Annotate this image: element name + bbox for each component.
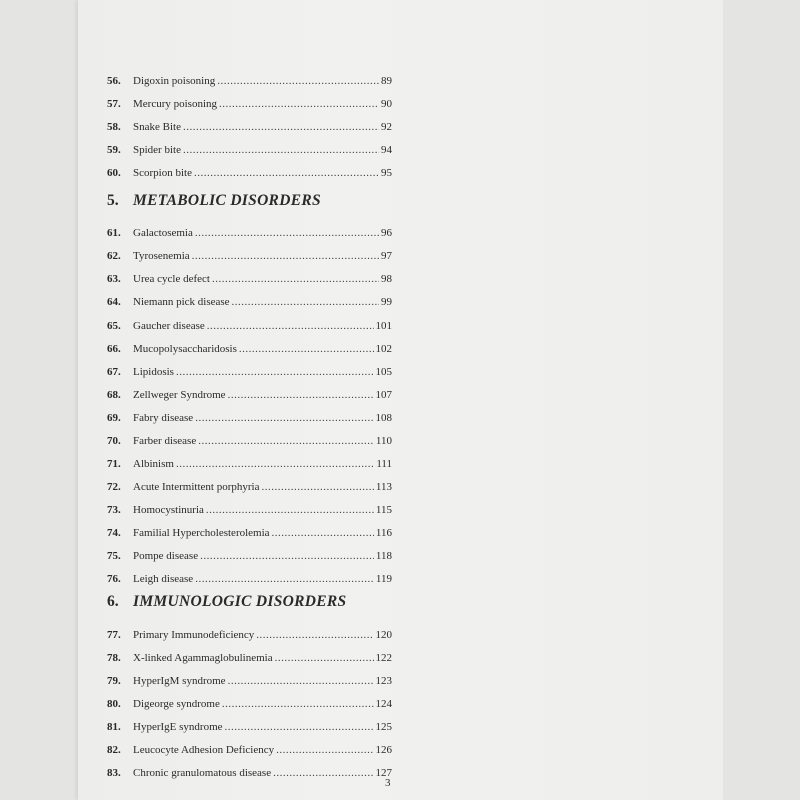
dot-leader xyxy=(228,389,374,401)
entry-number: 70. xyxy=(107,435,121,447)
dot-leader xyxy=(198,435,374,447)
entry-page: 102 xyxy=(375,343,392,355)
entry-number: 67. xyxy=(107,366,121,378)
entry-title: Leucocyte Adhesion Deficiency xyxy=(133,744,275,756)
dot-leader xyxy=(183,144,379,156)
toc-entry xyxy=(107,527,392,545)
entry-title: Primary Immunodeficiency xyxy=(133,629,255,641)
entry-page: 125 xyxy=(375,721,392,733)
entry-number: 75. xyxy=(107,550,121,562)
entry-number: 77. xyxy=(107,629,121,641)
entry-number: 68. xyxy=(107,389,121,401)
entry-page: 89 xyxy=(381,75,392,87)
entry-number: 60. xyxy=(107,167,121,179)
toc-entry xyxy=(107,320,392,338)
entry-page: 105 xyxy=(375,366,392,378)
entry-title: Fabry disease xyxy=(133,412,194,424)
entry-page: 95 xyxy=(381,167,392,179)
entry-title: Scorpion bite xyxy=(133,167,192,179)
toc-entry xyxy=(107,504,392,522)
toc-entry xyxy=(107,675,392,693)
entry-title: Familial Hypercholesterolemia xyxy=(133,527,270,539)
entry-title: Pompe disease xyxy=(133,550,199,562)
toc-entry xyxy=(107,273,392,291)
dot-leader xyxy=(212,273,379,285)
toc-entry xyxy=(107,767,392,785)
section-title: METABOLIC DISORDERS xyxy=(133,192,321,209)
entry-page: 127 xyxy=(375,767,392,779)
toc-entry xyxy=(107,744,392,762)
entry-number: 66. xyxy=(107,343,121,355)
entry-title: Mercury poisoning xyxy=(133,98,218,110)
entry-title: Homocystinuria xyxy=(133,504,204,516)
dot-leader xyxy=(272,527,374,539)
dot-leader xyxy=(176,458,374,470)
dot-leader xyxy=(261,481,373,493)
toc-entry xyxy=(107,481,392,499)
section-heading xyxy=(107,192,321,216)
toc-entry xyxy=(107,250,392,268)
entry-page: 115 xyxy=(375,504,392,516)
section-number: 5. xyxy=(107,192,119,209)
entry-page: 96 xyxy=(381,227,392,239)
entry-title: Gaucher disease xyxy=(133,320,205,332)
entry-page: 119 xyxy=(375,573,392,585)
entry-number: 63. xyxy=(107,273,121,285)
entry-number: 78. xyxy=(107,652,121,664)
entry-title: HyperIgE syndrome xyxy=(133,721,223,733)
entry-number: 61. xyxy=(107,227,121,239)
dot-leader xyxy=(217,75,379,87)
entry-number: 82. xyxy=(107,744,121,756)
section-title: IMMUNOLOGIC DISORDERS xyxy=(133,593,347,610)
dot-leader xyxy=(256,629,373,641)
entry-title: Galactosemia xyxy=(133,227,193,239)
entry-page: 99 xyxy=(381,296,392,308)
toc-entry xyxy=(107,389,392,407)
entry-title: Digoxin poisoning xyxy=(133,75,216,87)
dot-leader xyxy=(225,721,374,733)
dot-leader xyxy=(275,652,374,664)
toc-entry xyxy=(107,227,392,245)
entry-page: 107 xyxy=(375,389,392,401)
entry-page: 116 xyxy=(375,527,392,539)
entry-title: Digeorge syndrome xyxy=(133,698,220,710)
page-number: 3 xyxy=(385,777,391,789)
toc-entry xyxy=(107,573,392,591)
toc-entry xyxy=(107,458,392,476)
entry-page: 90 xyxy=(381,98,392,110)
entry-page: 110 xyxy=(375,435,392,447)
toc-entry xyxy=(107,144,392,162)
entry-title: Tyrosenemia xyxy=(133,250,190,262)
toc-entry xyxy=(107,167,392,185)
entry-title: Farber disease xyxy=(133,435,197,447)
entry-page: 123 xyxy=(375,675,392,687)
toc-entry xyxy=(107,366,392,384)
entry-page: 101 xyxy=(375,320,392,332)
entry-number: 69. xyxy=(107,412,121,424)
entry-page: 118 xyxy=(375,550,392,562)
toc-entry xyxy=(107,343,392,361)
toc-entry xyxy=(107,629,392,647)
entry-page: 111 xyxy=(376,458,392,470)
dot-leader xyxy=(222,698,374,710)
entry-title: Lipidosis xyxy=(133,366,174,378)
entry-title: Chronic granulomatous disease xyxy=(133,767,272,779)
dot-leader xyxy=(200,550,374,562)
toc-entry xyxy=(107,652,392,670)
entry-number: 62. xyxy=(107,250,121,262)
entry-title: Spider bite xyxy=(133,144,181,156)
entry-number: 71. xyxy=(107,458,121,470)
dot-leader xyxy=(194,167,379,179)
toc-entry xyxy=(107,75,392,93)
entry-number: 59. xyxy=(107,144,121,156)
dot-leader xyxy=(183,121,379,133)
entry-number: 83. xyxy=(107,767,121,779)
entry-title: Urea cycle defect xyxy=(133,273,210,285)
entry-number: 73. xyxy=(107,504,121,516)
toc-entry xyxy=(107,550,392,568)
entry-number: 80. xyxy=(107,698,121,710)
dot-leader xyxy=(273,767,373,779)
entry-number: 57. xyxy=(107,98,121,110)
entry-number: 65. xyxy=(107,320,121,332)
entry-title: Niemann pick disease xyxy=(133,296,230,308)
dot-leader xyxy=(228,675,374,687)
entry-title: Snake Bite xyxy=(133,121,181,133)
dot-leader xyxy=(176,366,374,378)
dot-leader xyxy=(195,573,374,585)
entry-page: 92 xyxy=(381,121,392,133)
dot-leader xyxy=(207,320,374,332)
entry-page: 126 xyxy=(375,744,392,756)
entry-number: 81. xyxy=(107,721,121,733)
entry-title: Leigh disease xyxy=(133,573,194,585)
toc-entry xyxy=(107,121,392,139)
entry-number: 58. xyxy=(107,121,121,133)
toc-entry xyxy=(107,721,392,739)
toc-entry xyxy=(107,98,392,116)
entry-title: X-linked Agammaglobulinemia xyxy=(133,652,273,664)
dot-leader xyxy=(192,250,379,262)
toc-entry xyxy=(107,698,392,716)
entry-number: 76. xyxy=(107,573,121,585)
entry-title: Zellweger Syndrome xyxy=(133,389,226,401)
entry-page: 94 xyxy=(381,144,392,156)
entry-page: 98 xyxy=(381,273,392,285)
entry-number: 74. xyxy=(107,527,121,539)
entry-page: 113 xyxy=(375,481,392,493)
entry-page: 108 xyxy=(375,412,392,424)
entry-number: 64. xyxy=(107,296,121,308)
entry-page: 122 xyxy=(375,652,392,664)
section-number: 6. xyxy=(107,593,119,610)
toc-entry xyxy=(107,435,392,453)
dot-leader xyxy=(206,504,374,516)
entry-page: 97 xyxy=(381,250,392,262)
dot-leader xyxy=(219,98,379,110)
dot-leader xyxy=(276,744,373,756)
dot-leader xyxy=(239,343,374,355)
toc-entry xyxy=(107,296,392,314)
section-heading xyxy=(107,593,346,617)
toc-entry xyxy=(107,412,392,430)
entry-title: Albinism xyxy=(133,458,174,470)
entry-title: Acute Intermittent porphyria xyxy=(133,481,260,493)
entry-page: 120 xyxy=(375,629,392,641)
entry-number: 72. xyxy=(107,481,121,493)
dot-leader xyxy=(195,412,373,424)
entry-title: HyperIgM syndrome xyxy=(133,675,226,687)
entry-page: 124 xyxy=(375,698,392,710)
dot-leader xyxy=(195,227,379,239)
entry-number: 79. xyxy=(107,675,121,687)
entry-title: Mucopolysaccharidosis xyxy=(133,343,237,355)
dot-leader xyxy=(232,296,379,308)
entry-number: 56. xyxy=(107,75,121,87)
